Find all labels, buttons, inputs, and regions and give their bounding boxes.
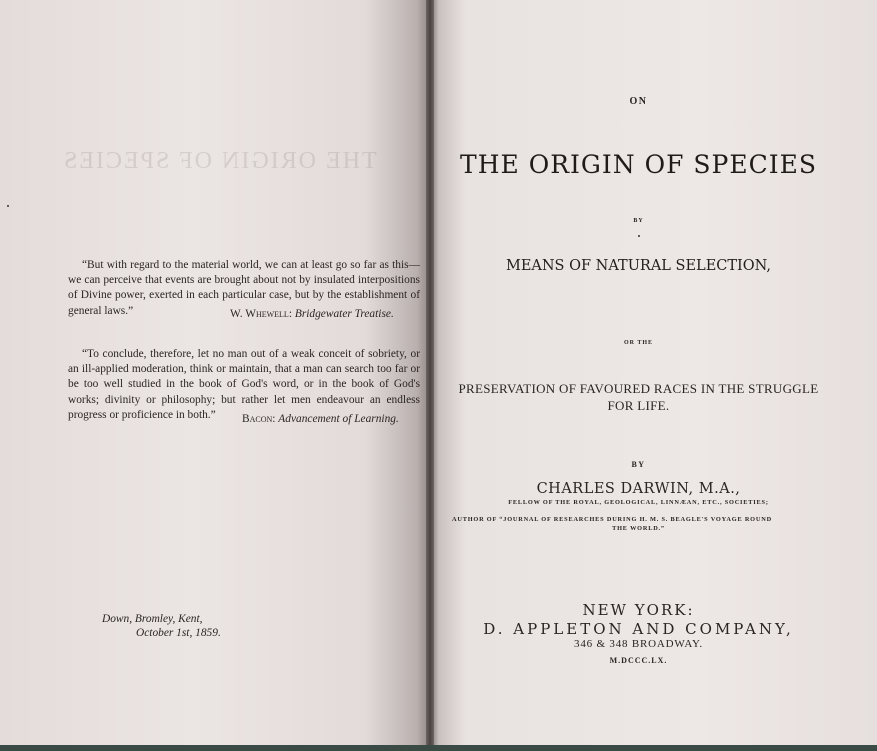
bleed-through-text: THE ORIGIN OF SPECIES	[62, 148, 377, 174]
by-label: BY	[631, 460, 646, 469]
paper-speck	[7, 205, 9, 207]
dateline-place: Down, Bromley, Kent,	[102, 613, 203, 625]
whewell-attribution	[230, 308, 394, 320]
alt-title-line2: FOR LIFE.	[607, 398, 670, 413]
attribution-work: Bridgewater Treatise.	[294, 308, 394, 320]
attribution-author: Bacon:	[242, 413, 276, 425]
author-fellowships: FELLOW OF THE ROYAL, GEOLOGICAL, LINNÆAN, ETC., SOCIETIES;	[508, 499, 769, 506]
book-cover-edge	[0, 745, 877, 751]
book-subtitle: MEANS OF NATURAL SELECTION,	[505, 258, 772, 274]
title-prefix: ON	[629, 96, 648, 107]
attribution-work: Advancement of Learning.	[278, 413, 399, 425]
dateline-date: October 1st, 1859.	[136, 627, 221, 639]
or-the-label: OR THE	[623, 340, 654, 346]
paper-speck	[638, 235, 640, 237]
by-label: BY	[633, 218, 644, 224]
publisher-name: D. APPLETON AND COMPANY,	[483, 620, 794, 638]
author-works: AUTHOR OF “JOURNAL OF RESEARCHES DURING H. M. S. BEAGLE'S VOYAGE ROUND	[452, 516, 772, 523]
title-page	[430, 0, 877, 751]
left-page	[0, 0, 430, 751]
publisher-address: 346 & 348 BROADWAY.	[574, 638, 703, 650]
bacon-attribution	[242, 413, 399, 425]
author-name: CHARLES DARWIN, M.A.,	[536, 481, 741, 497]
book-title: THE ORIGIN OF SPECIES	[460, 150, 817, 179]
attribution-author: W. Whewell:	[230, 308, 292, 320]
publication-year: M.DCCC.LX.	[609, 656, 668, 665]
publisher-city: NEW YORK:	[582, 601, 695, 619]
bacon-quote: “To conclude, therefore, let no man out of a weak conceit of sobriety, or an ill-applied moderation, think or maintain, that a man can search too far or be too well studied in the book of God's word, or in the book of God's works; divinity or philosophy; but rather let men endeavour an endless progress or proficience in both.”	[68, 348, 420, 421]
book-gutter	[426, 0, 434, 751]
whewell-quote: “But with regard to the material world, we can at least go so far as this—we can perceive that events are brought about not by insulated interpositions of Divine power, exerted in each particular case, but by the establishment of general laws.”	[68, 259, 420, 317]
author-works-continued: THE WORLD.”	[612, 525, 665, 532]
alt-title-line1: PRESERVATION OF FAVOURED RACES IN THE STRUGGLE	[458, 381, 819, 396]
